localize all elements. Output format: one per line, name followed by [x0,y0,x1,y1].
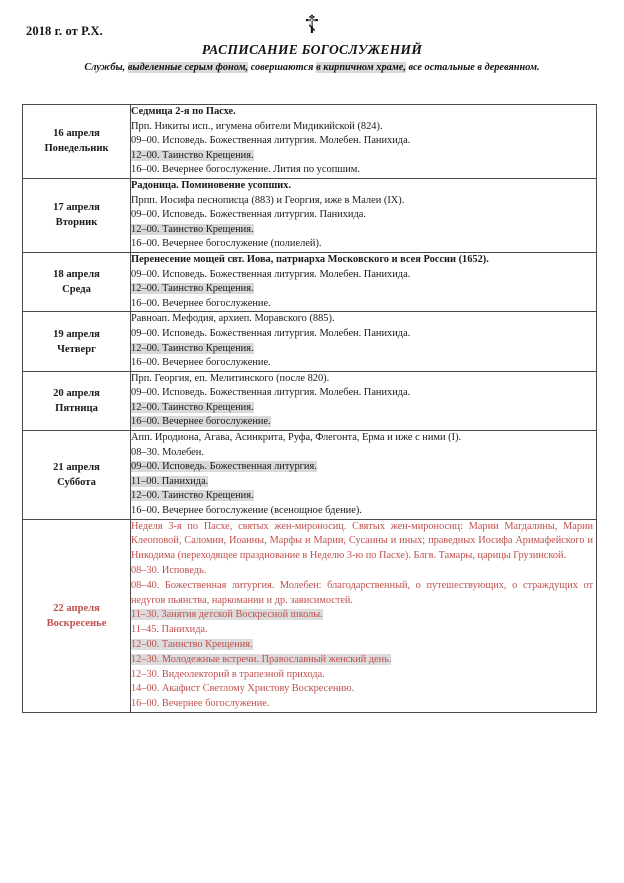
feast-title-line [131,179,596,194]
page-title: РАСПИСАНИЕ БОГОСЛУЖЕНИЙ [201,42,423,57]
service-text: 12–00. Таинство Крещения. [131,490,254,502]
services-cell [131,178,597,252]
service-line [131,504,596,519]
service-text: Седмица 2-я по Пасхе. [131,106,236,117]
service-line [131,327,596,342]
service-text: 16–00. Вечернее богослужение. [131,698,270,710]
feast-title-line [131,105,596,120]
legend-plain-run: все остальные в деревянном. [405,62,540,73]
feast-title-line [131,253,596,268]
schedule-row [23,431,597,520]
day-cell [23,252,131,311]
services-cell [131,519,597,712]
services-cell [131,431,597,520]
service-line [131,149,596,164]
year-label: 2018 г. от Р.Х. [26,24,103,38]
service-text: 12–00. Таинство Крещения. [131,639,253,650]
service-text: 16–00. Вечернее богослужение (всенощное бдение). [131,505,362,517]
service-line [131,460,596,475]
day-date: 18 апреля [53,269,100,281]
day-cell [23,519,131,712]
service-text: 08–30. Молебен. [131,446,204,458]
service-text: 16–00. Вечернее богослужение. [131,297,271,309]
day-cell [23,178,131,252]
service-line [131,282,596,297]
service-line [131,237,596,252]
service-text: Прп. Никиты исп., игумена обители Мидикийской (824). [131,120,383,132]
day-weekday: Суббота [57,476,96,488]
schedule-row [23,178,597,252]
service-text: 08–40. Божественная литургия. Молебен: благодарственный, о путешествующих, о страждущих от недугов пьянства, наркомании и др. зависимостей. [131,579,593,606]
service-text: 11–00. Панихида. [131,475,209,487]
schedule-table-body [23,105,597,713]
schedule-table [22,104,597,713]
service-line [131,579,596,609]
service-text: Равноап. Мефодия, архиеп. Моравского (885). [131,313,335,325]
day-date: 16 апреля [53,128,100,140]
legend-plain-run: совершаются [248,62,317,73]
services-cell [131,371,597,430]
service-line [131,163,596,178]
services-cell [131,105,597,179]
day-cell [23,431,131,520]
service-text: 09–00. Исповедь. Божественная литургия. Панихида. [131,209,366,221]
service-line [131,608,596,623]
service-line [131,223,596,238]
day-cell [23,312,131,371]
day-weekday: Среда [62,284,91,296]
service-text: 12–00. Таинство Крещения. [131,149,254,161]
schedule-row [23,312,597,371]
day-date: 19 апреля [53,328,100,340]
service-text: 16–00. Вечернее богослужение. [131,357,271,369]
service-line [131,623,596,638]
schedule-row [23,519,597,712]
service-line [131,297,596,312]
service-line [131,668,596,683]
service-text: 12–00. Таинство Крещения. [131,342,254,354]
service-text: 09–00. Исповедь. Божественная литургия. Молебен. Панихида. [131,327,411,339]
service-text: 16–00. Вечернее богослужение. [131,416,271,428]
service-text: 12–30. Молодежные встречи. Православный женский день. [131,653,392,665]
service-text: Перенесение мощей свт. Иова, патриарха Московского и всея России (1652). [131,253,489,265]
service-text: 12–00. Таинство Крещения. [131,223,254,235]
services-cell [131,252,597,311]
service-text: 12–00. Таинство Крещения. [131,283,254,295]
service-line [131,342,596,357]
service-text: Неделя 3-я по Пасхе, святых жен-мироносиц. Святых жен-мироносиц: Марии Магдалины, Марии Клеоповой, Саломии, Иоанны, Марфы и Марии, Сусанны и иных; праведных Иосифа Аримафейского и Никодима (переходящее празднование в Неделю 3-ю по Пасхе). Блгв. Тамары, царицы Грузинской. [131,520,593,562]
service-line [131,475,596,490]
service-text: Радоница. Поминовение усопших. [131,179,292,191]
service-line [131,372,596,387]
service-line [131,401,596,416]
service-text: 16–00. Вечернее богослужение. Лития по усопшим. [131,164,360,176]
service-line [131,356,596,371]
service-line [131,446,596,461]
service-text: 09–00. Исповедь. Божественная литургия. Молебен. Панихида. [131,268,411,280]
service-line [131,653,596,668]
service-line [131,697,596,712]
orthodox-cross-icon: ☦ [303,10,321,39]
service-text: Апп. Иродиона, Агава, Асинкрита, Руфа, Флегонта, Ерма и иже с ними (I). [131,432,462,444]
service-text: 09–00. Исповедь. Божественная литургия. [131,461,317,473]
schedule-row [23,371,597,430]
schedule-row [23,105,597,179]
service-text: Прп. Георгия, еп. Мелитинского (после 820). [131,372,330,384]
service-line [131,386,596,401]
service-line [131,564,596,579]
legend-highlight-run: выделенные серым фоном, [127,62,249,73]
day-cell [23,371,131,430]
service-line [131,120,596,135]
service-line [131,134,596,149]
services-cell [131,312,597,371]
legend-highlight-run: в кирпичном храме, [316,62,406,73]
service-text: 08–30. Исповедь. [131,565,207,577]
service-text: Прпп. Иосифа песнописца (883) и Георгия, иже в Малеи (IX). [131,194,405,206]
day-cell [23,105,131,179]
service-text: 16–00. Вечернее богослужение (полиелей). [131,238,322,250]
day-weekday: Пятница [55,402,98,414]
schedule-row [23,252,597,311]
service-text: 12–00. Таинство Крещения. [131,401,254,413]
day-weekday: Понедельник [44,143,109,155]
day-date: 21 апреля [53,461,100,473]
service-text: 09–00. Исповедь. Божественная литургия. Молебен. Панихида. [131,387,411,399]
service-line [131,431,596,446]
legend-plain-run: Службы, [84,62,128,73]
day-date: 17 апреля [53,202,100,214]
day-date: 20 апреля [53,387,100,399]
day-weekday: Вторник [55,217,98,229]
service-line [131,208,596,223]
day-weekday: Четверг [57,343,96,355]
service-text: 11–30. Занятия детской Воскресной школы. [131,609,323,621]
service-line [131,312,596,327]
service-text: 14–00. Акафист Светлому Христову Воскресению. [131,683,355,695]
service-line [131,638,596,653]
service-text: 11–45. Панихида. [131,624,208,636]
service-text: 09–00. Исповедь. Божественная литургия. Молебен. Панихида. [131,135,411,147]
service-line [131,415,596,430]
service-line [131,682,596,697]
legend-subtitle [77,61,547,75]
service-text: 12–30. Видеолекторий в трапезной прихода. [131,668,325,680]
service-line [131,268,596,283]
service-line [131,489,596,504]
service-line [131,194,596,209]
day-weekday: Воскресенье [46,617,107,629]
day-date: 22 апреля [53,602,100,614]
service-line [131,520,596,564]
